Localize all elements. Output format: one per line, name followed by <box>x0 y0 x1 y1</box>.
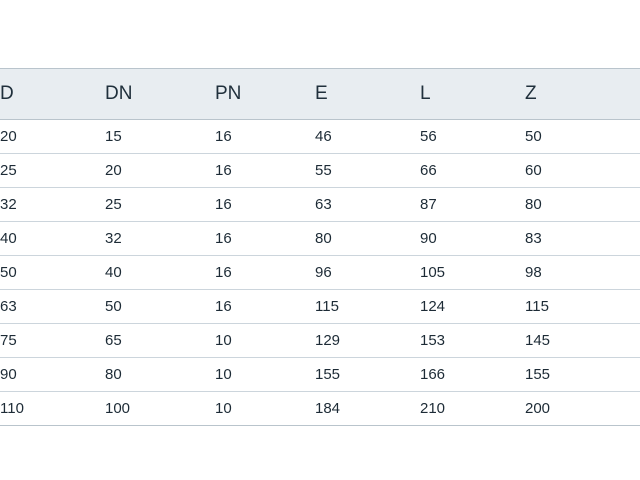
cell-dn: 25 <box>105 188 215 222</box>
cell-d: 20 <box>0 120 105 154</box>
cell-l: 166 <box>420 358 525 392</box>
cell-pn: 10 <box>215 358 315 392</box>
header-row <box>0 69 640 120</box>
cell-pn: 16 <box>215 256 315 290</box>
cell-pn: 16 <box>215 188 315 222</box>
cell-e: 155 <box>315 358 420 392</box>
cell-pn: 16 <box>215 120 315 154</box>
cell-e: 96 <box>315 256 420 290</box>
cell-dn: 40 <box>105 256 215 290</box>
cell-e: 55 <box>315 154 420 188</box>
table-row <box>0 188 640 222</box>
cell-pn: 10 <box>215 324 315 358</box>
column-header-dn: DN <box>105 69 215 120</box>
cell-z: 115 <box>525 290 640 324</box>
cell-d: 32 <box>0 188 105 222</box>
table-row <box>0 290 640 324</box>
cell-l: 105 <box>420 256 525 290</box>
cell-l: 90 <box>420 222 525 256</box>
table-row <box>0 120 640 154</box>
table-row <box>0 256 640 290</box>
cell-pn: 16 <box>215 154 315 188</box>
cell-dn: 80 <box>105 358 215 392</box>
cell-e: 46 <box>315 120 420 154</box>
cell-l: 87 <box>420 188 525 222</box>
cell-d: 40 <box>0 222 105 256</box>
column-header-l: L <box>420 69 525 120</box>
cell-d: 25 <box>0 154 105 188</box>
column-header-e: E <box>315 69 420 120</box>
cell-z: 83 <box>525 222 640 256</box>
table-row <box>0 222 640 256</box>
column-header-z: Z <box>525 69 640 120</box>
cell-e: 115 <box>315 290 420 324</box>
table-row <box>0 324 640 358</box>
cell-z: 60 <box>525 154 640 188</box>
table-header <box>0 69 640 120</box>
column-header-pn: PN <box>215 69 315 120</box>
cell-z: 80 <box>525 188 640 222</box>
cell-pn: 10 <box>215 392 315 426</box>
column-header-d: D <box>0 69 105 120</box>
cell-z: 200 <box>525 392 640 426</box>
cell-e: 63 <box>315 188 420 222</box>
cell-z: 98 <box>525 256 640 290</box>
cell-d: 110 <box>0 392 105 426</box>
cell-dn: 50 <box>105 290 215 324</box>
cell-e: 184 <box>315 392 420 426</box>
cell-dn: 32 <box>105 222 215 256</box>
cell-e: 80 <box>315 222 420 256</box>
cell-pn: 16 <box>215 222 315 256</box>
table-row <box>0 358 640 392</box>
cell-z: 50 <box>525 120 640 154</box>
cell-l: 124 <box>420 290 525 324</box>
cell-z: 145 <box>525 324 640 358</box>
cell-dn: 15 <box>105 120 215 154</box>
cell-pn: 16 <box>215 290 315 324</box>
cell-l: 66 <box>420 154 525 188</box>
spec-table-container <box>0 68 640 426</box>
table-row <box>0 392 640 426</box>
cell-l: 153 <box>420 324 525 358</box>
cell-d: 63 <box>0 290 105 324</box>
cell-l: 56 <box>420 120 525 154</box>
cell-z: 155 <box>525 358 640 392</box>
cell-dn: 65 <box>105 324 215 358</box>
cell-d: 75 <box>0 324 105 358</box>
table-body <box>0 120 640 426</box>
cell-d: 90 <box>0 358 105 392</box>
dimensions-table <box>0 68 640 426</box>
table-row <box>0 154 640 188</box>
cell-l: 210 <box>420 392 525 426</box>
cell-dn: 20 <box>105 154 215 188</box>
cell-dn: 100 <box>105 392 215 426</box>
cell-e: 129 <box>315 324 420 358</box>
cell-d: 50 <box>0 256 105 290</box>
